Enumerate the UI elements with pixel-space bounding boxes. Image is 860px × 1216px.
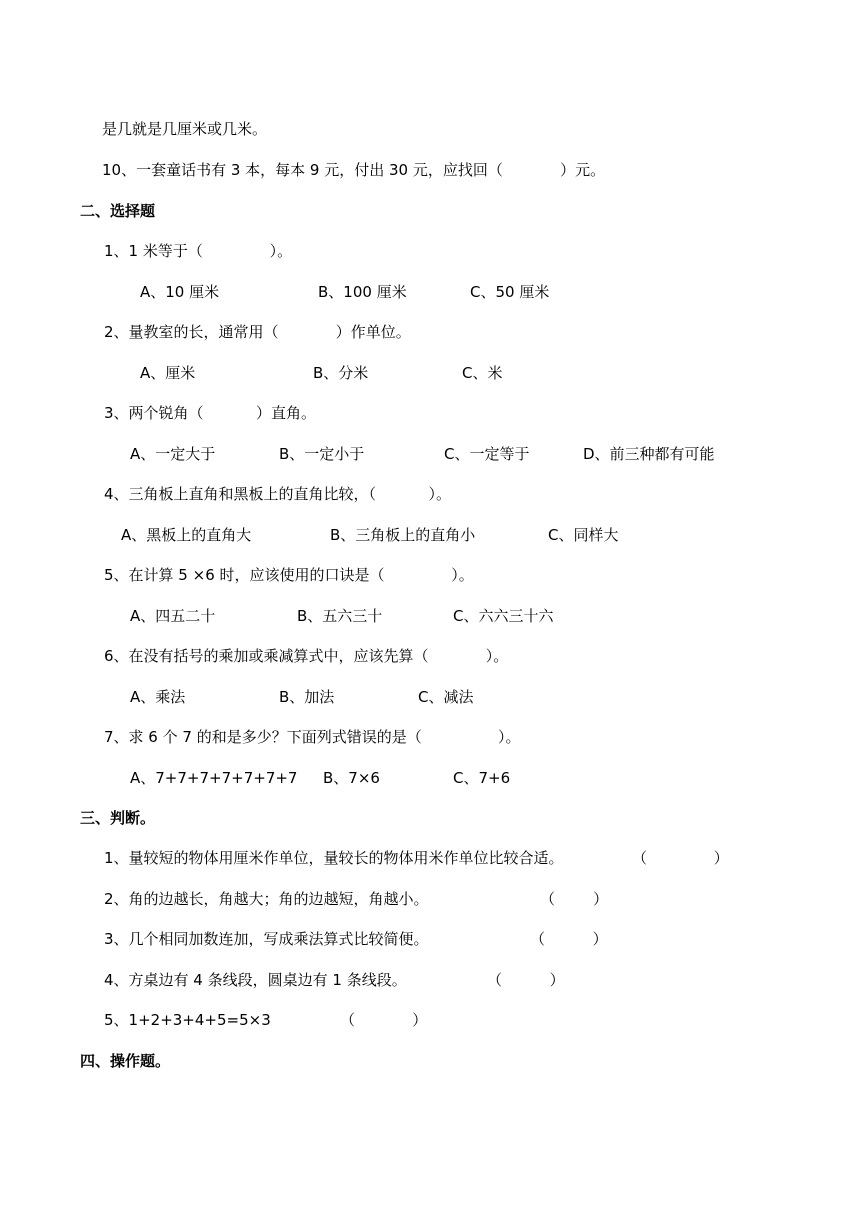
- section-heading-operation: 四、操作题。: [80, 1052, 171, 1070]
- choice-q1-option-b: B、100 厘米: [318, 283, 407, 301]
- choice-q2-stem: 2、量教室的长，通常用（ ）作单位。: [104, 323, 411, 341]
- q10-text: 10、一套童话书有 3 本，每本 9 元，付出 30 元，应找回（ ）元。: [102, 161, 606, 179]
- choice-q7-option-c: C、7+6: [453, 769, 511, 787]
- choice-q6-stem: 6、在没有括号的乘加或乘减算式中，应该先算（ ）。: [104, 647, 509, 665]
- choice-q6-option-a: A、乘法: [130, 688, 186, 706]
- choice-q3-option-d: D、前三种都有可能: [583, 445, 715, 463]
- choice-q5-option-c: C、六六三十六: [453, 607, 554, 625]
- choice-q3-option-a: A、一定大于: [130, 445, 216, 463]
- q9-continuation: 是几就是几厘米或几米。: [102, 120, 268, 138]
- judge-item-5-text: 5、1+2+3+4+5=5×3: [104, 1011, 271, 1029]
- choice-q4-option-c: C、同样大: [548, 526, 619, 544]
- choice-q6-option-b: B、加法: [279, 688, 335, 706]
- judge-item-1-text: 1、量较短的物体用厘米作单位，量较长的物体用米作单位比较合适。: [104, 849, 564, 867]
- judge-item-2-answer-blank: （ ）: [540, 890, 609, 908]
- choice-q5-stem: 5、在计算 5 ×6 时，应该使用的口诀是（ ）。: [104, 566, 474, 584]
- choice-q3-stem: 3、两个锐角（ ）直角。: [104, 404, 316, 422]
- choice-q4-option-a: A、黑板上的直角大: [121, 526, 252, 544]
- choice-q3-option-b: B、一定小于: [279, 445, 365, 463]
- choice-q2-option-b: B、分米: [313, 364, 369, 382]
- choice-q7-stem: 7、求 6 个 7 的和是多少？下面列式错误的是（ ）。: [104, 728, 521, 746]
- choice-q5-option-a: A、四五二十: [130, 607, 216, 625]
- choice-q5-option-b: B、五六三十: [297, 607, 383, 625]
- judge-item-4-text: 4、方桌边有 4 条线段，圆桌边有 1 条线段。: [104, 971, 407, 989]
- judge-item-1-answer-blank: （ ）: [632, 849, 729, 867]
- section-heading-choice: 二、选择题: [80, 202, 156, 220]
- judge-item-5-answer-blank: （ ）: [340, 1011, 428, 1029]
- choice-q4-stem: 4、三角板上直角和黑板上的直角比较，（ ）。: [104, 485, 451, 503]
- judge-item-2-text: 2、角的边越长，角越大；角的边越短，角越小。: [104, 890, 429, 908]
- judge-item-4-answer-blank: （ ）: [487, 971, 565, 989]
- choice-q7-option-a: A、7+7+7+7+7+7+7: [130, 769, 298, 787]
- judge-item-3-text: 3、几个相同加数连加，写成乘法算式比较简便。: [104, 930, 429, 948]
- choice-q2-option-a: A、厘米: [140, 364, 196, 382]
- choice-q2-option-c: C、米: [462, 364, 503, 382]
- judge-item-3-answer-blank: （ ）: [530, 930, 608, 948]
- choice-q3-option-c: C、一定等于: [444, 445, 530, 463]
- section-heading-judge: 三、判断。: [80, 809, 156, 827]
- choice-q6-option-c: C、减法: [418, 688, 474, 706]
- choice-q1-option-c: C、50 厘米: [470, 283, 550, 301]
- choice-q1-option-a: A、10 厘米: [140, 283, 220, 301]
- choice-q4-option-b: B、三角板上的直角小: [330, 526, 476, 544]
- choice-q7-option-b: B、7×6: [323, 769, 380, 787]
- choice-q1-stem: 1、1 米等于（ ）。: [104, 242, 293, 260]
